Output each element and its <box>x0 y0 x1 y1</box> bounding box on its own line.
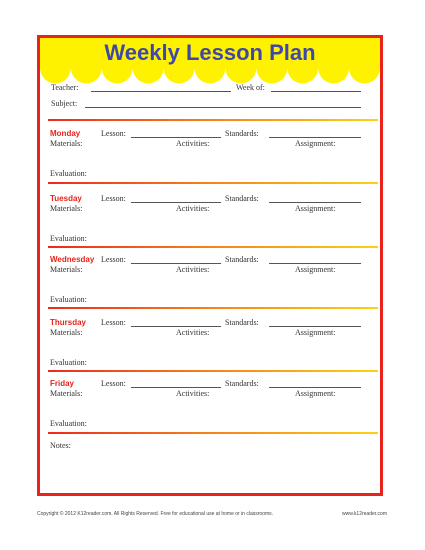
assignment-label: Assignment: <box>295 265 336 274</box>
day-name: Thursday <box>50 318 87 327</box>
assignment-label: Assignment: <box>295 139 336 148</box>
day-name: Friday <box>50 379 75 388</box>
assignment-label: Assignment: <box>295 389 336 398</box>
section-divider <box>48 307 378 309</box>
activities-label: Activities: <box>176 328 210 337</box>
week-of-field[interactable] <box>271 91 361 92</box>
materials-label: Materials: <box>50 204 83 213</box>
section-divider <box>48 119 378 121</box>
standards-label: Standards: <box>225 194 259 203</box>
standards-label: Standards: <box>225 379 259 388</box>
activities-label: Activities: <box>176 265 210 274</box>
subject-field[interactable] <box>85 107 361 108</box>
lesson-field[interactable] <box>131 263 221 264</box>
lesson-label: Lesson: <box>101 255 126 264</box>
standards-field[interactable] <box>269 326 361 327</box>
activities-label: Activities: <box>176 389 210 398</box>
lesson-field[interactable] <box>131 326 221 327</box>
standards-field[interactable] <box>269 263 361 264</box>
standards-label: Standards: <box>225 255 259 264</box>
materials-label: Materials: <box>50 389 83 398</box>
standards-field[interactable] <box>269 137 361 138</box>
standards-field[interactable] <box>269 387 361 388</box>
evaluation-label: Evaluation: <box>50 295 87 304</box>
lesson-label: Lesson: <box>101 379 126 388</box>
section-divider <box>48 370 378 372</box>
materials-label: Materials: <box>50 265 83 274</box>
activities-label: Activities: <box>176 204 210 213</box>
assignment-label: Assignment: <box>295 328 336 337</box>
section-divider <box>48 432 378 434</box>
evaluation-label: Evaluation: <box>50 419 87 428</box>
page-title: Weekly Lesson Plan <box>104 40 316 65</box>
subject-label: Subject: <box>51 99 78 108</box>
day-name: Wednesday <box>50 255 95 264</box>
lesson-label: Lesson: <box>101 129 126 138</box>
section-divider <box>48 246 378 248</box>
site-url[interactable]: www.k12reader.com <box>341 511 387 517</box>
teacher-label: Teacher: <box>51 83 79 92</box>
lesson-label: Lesson: <box>101 194 126 203</box>
lesson-plan-sheet <box>37 35 383 496</box>
copyright-text: Copyright © 2012 K12reader.com. All Rights Reserved. Free for educational use at home or in classrooms. <box>37 511 274 517</box>
teacher-field[interactable] <box>91 91 231 92</box>
section-divider <box>48 182 378 184</box>
materials-label: Materials: <box>50 328 83 337</box>
assignment-label: Assignment: <box>295 204 336 213</box>
evaluation-label: Evaluation: <box>50 358 87 367</box>
lesson-field[interactable] <box>131 202 221 203</box>
evaluation-label: Evaluation: <box>50 169 87 178</box>
day-name: Tuesday <box>50 194 82 203</box>
lesson-field[interactable] <box>131 387 221 388</box>
standards-label: Standards: <box>225 318 259 327</box>
activities-label: Activities: <box>176 139 210 148</box>
week-of-label: Week of: <box>236 83 265 92</box>
standards-label: Standards: <box>225 129 259 138</box>
notes-label: Notes: <box>50 441 71 450</box>
materials-label: Materials: <box>50 139 83 148</box>
standards-field[interactable] <box>269 202 361 203</box>
evaluation-label: Evaluation: <box>50 234 87 243</box>
day-name: Monday <box>50 129 81 138</box>
lesson-field[interactable] <box>131 137 221 138</box>
lesson-label: Lesson: <box>101 318 126 327</box>
